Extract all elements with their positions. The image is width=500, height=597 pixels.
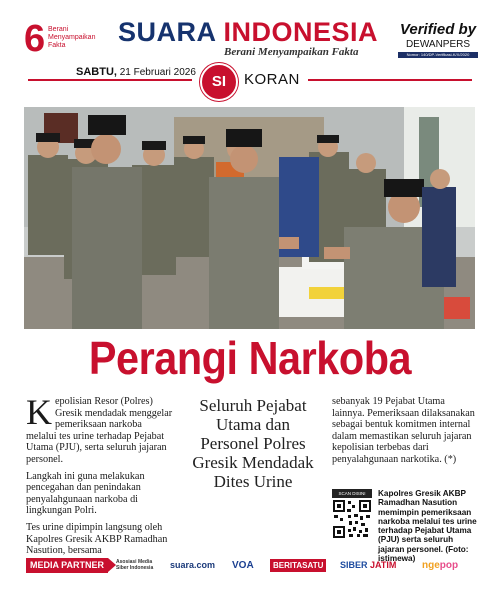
partner-siberjatim-b: JATIM	[370, 560, 397, 570]
brand-name	[118, 18, 388, 46]
article-paragraph-4: sebanyak 19 Pejabat Utama lainnya. Pemeriksaan dilaksanakan sebagai bentuk komitmen internal dalam memastikan seluruh jajaran kepolisian terbebas dari penyalahgunaan narkotika. (*)	[332, 396, 475, 465]
news-photo	[24, 107, 475, 329]
masthead	[0, 0, 500, 60]
headline: Perangi Narkoba	[88, 332, 412, 384]
article-paragraph-2: Langkah ini guna melakukan pencegahan dan penindakan penyalahgunaan narkoba di lingkungan Polri.	[26, 470, 145, 517]
divider-right	[308, 79, 472, 81]
verified-by-dewan-pers	[396, 22, 480, 62]
edition-label: KORAN	[244, 71, 300, 88]
brand-logo[interactable]	[118, 18, 388, 58]
brand-suara: SUARA	[118, 17, 216, 47]
partner-beritasatu[interactable]: BERITASATU	[270, 559, 326, 572]
qr-block	[330, 489, 480, 564]
article-column-left	[26, 392, 174, 562]
article-paragraph-1	[26, 392, 174, 466]
article-paragraph-3: Tes urine dipimpin langsung oleh Kapolres Gresik AKBP Ramadhan Nasution, bersama	[26, 521, 168, 557]
partner-voa[interactable]: VOA	[232, 560, 254, 571]
edition-day: SABTU,	[76, 66, 117, 78]
divider-left	[28, 79, 192, 81]
edition-date	[76, 66, 196, 78]
anniversary-logo	[24, 20, 94, 58]
anniversary-number: 6	[24, 18, 46, 60]
anniversary-text: Berani Menyampaikan Fakta	[48, 26, 96, 49]
partner-siberjatim[interactable]	[340, 559, 396, 572]
partner-ngepop-a: nge	[422, 560, 440, 571]
date-row	[0, 62, 500, 102]
scan-label: SCAN DISINI	[332, 489, 372, 498]
qr-code-icon[interactable]	[332, 499, 372, 539]
drop-cap: K	[26, 392, 52, 432]
partner-siberjatim-a: SIBER	[340, 560, 368, 570]
brand-tagline: Berani Menyampaikan Fakta	[224, 46, 359, 58]
partner-ngepop[interactable]	[422, 559, 458, 572]
pull-quote: Seluruh Pejabat Utama dan Personel Polres Gresik Mendadak Dites Urine	[192, 396, 314, 491]
partner-amsi[interactable]: Asosiasi Media Siber Indonesia	[116, 559, 154, 571]
photo-caption: Kapolres Gresik AKBP Ramadhan Nasution memimpin pemeriksaan narkoba melalui tes urine terhadap Pejabat Utama (PJU) serta seluruh jajaran personel. (Foto: istimewa)	[378, 489, 477, 564]
photo-illustration	[24, 107, 475, 329]
article-column-right	[332, 396, 478, 471]
edition-date-value: 21 Februari 2026	[119, 67, 196, 78]
partner-ngepop-b: pop	[439, 560, 459, 571]
paragraph-1-text: epolisian Resor (Polres) Gresik mendadak menggelar pemeriksaan narkoba melalui tes urine terhadap Pejabat Utama (PJU), serta seluruh jajaran personel.	[26, 396, 173, 465]
media-partner-label: MEDIA PARTNER	[26, 558, 108, 573]
verified-org: DEWANPERS	[405, 39, 471, 50]
si-logo-badge: SI	[200, 63, 238, 101]
verified-title: Verified by	[399, 21, 477, 38]
media-partner-bar	[0, 556, 500, 576]
brand-indonesia: INDONESIA	[223, 17, 379, 47]
verified-badge: Nomor: 140/DP-Verifikasi-K/X/2020	[398, 52, 478, 58]
partner-suara[interactable]: suara.com	[170, 560, 216, 570]
